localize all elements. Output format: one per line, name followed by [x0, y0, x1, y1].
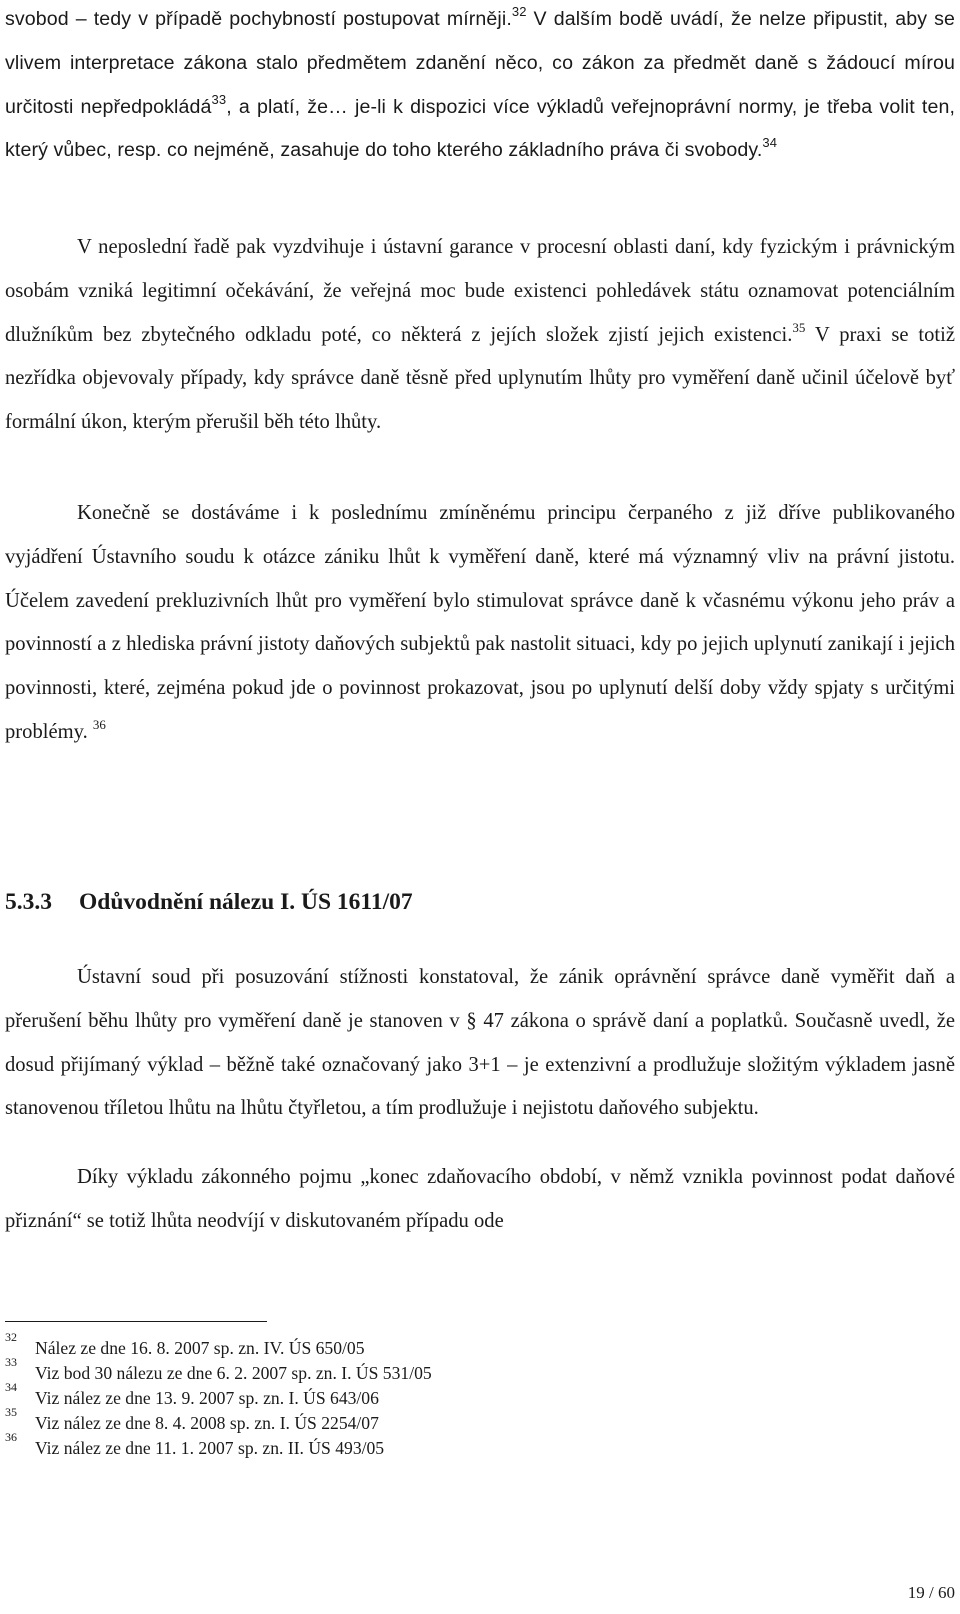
paragraph-4-text-a: Ústavní soud při posuzování stížnosti konstatoval, že zánik oprávnění správce daně vyměřit daň a přerušení běhu lhůty pro vyměření daně je stanoven v § 47 zákona o správě daní a poplatků. Současně uvedl, že dosud přijímaný výklad – běžně také označovaný jako 3+1 – je extenzivní a prodlužuje složitým výkladem jasně stanovenou tříletou lhůtu na lhůtu čtyřletou, a tím prodlužuje i nejistotu daňového subjektu.: [5, 966, 955, 1120]
footnote-mark: 36: [5, 1430, 17, 1444]
section-number: 5.3.3: [5, 889, 52, 915]
paragraph-1: [5, 0, 955, 173]
footnote-item: [5, 1380, 432, 1411]
footnote-ref-32[interactable]: 32: [511, 4, 527, 19]
paragraph-3: [5, 492, 955, 755]
footnote-text: Viz bod 30 nálezu ze dne 6. 2. 2007 sp. zn. I. ÚS 531/05: [35, 1363, 432, 1383]
footnote-text: Viz nález ze dne 11. 1. 2007 sp. zn. II. ÚS 493/05: [35, 1438, 385, 1458]
footnote-ref-33[interactable]: 33: [211, 91, 227, 107]
paragraph-1-text-b: V dalším bodě uvádí, že nelze připustit, aby se vlivem interpretace zákona stalo předmětem zdanění něco, co zákon za předmět daně s žádoucí mírou určitosti nepředpokládá: [5, 8, 955, 118]
paragraph-1-text-c: , a platí, že… je-li k dispozici více výkladů veřejnoprávní normy, je třeba volit ten, který vůbec, resp. co nejméně, zasahuje do toho kterého základního práva či svobody.: [5, 95, 955, 162]
page-number: 19 / 60: [907, 1583, 955, 1602]
footnote-text: Nález ze dne 16. 8. 2007 sp. zn. IV. ÚS 650/05: [35, 1338, 365, 1358]
footnote-mark: 32: [5, 1330, 17, 1344]
footnote-ref-34[interactable]: 34: [762, 135, 778, 151]
footnote-list: [5, 1330, 432, 1461]
footnote-mark: 35: [5, 1405, 17, 1419]
footnote-text: Viz nález ze dne 8. 4. 2008 sp. zn. I. ÚS 2254/07: [35, 1413, 379, 1433]
footnote-item: [5, 1405, 432, 1436]
paragraph-2-text-a: V neposlední řadě pak vyzdvihuje i ústavní garance v procesní oblasti daní, kdy fyzickým i právnickým osobám vzniká legitimní očekávání, že veřejná moc bude existenci pohledávek státu oznamovat potenciálním dlužníkům bez zbytečného odkladu poté, co některá z jejích složek zjistí jejich existenci.: [5, 236, 955, 346]
document-page: [5, 0, 955, 1614]
footnote-mark: 33: [5, 1355, 17, 1369]
footnote-item: [5, 1330, 432, 1361]
footnote-ref-35[interactable]: 35: [792, 319, 806, 335]
paragraph-2: [5, 226, 955, 445]
footnote-text: Viz nález ze dne 13. 9. 2007 sp. zn. I. ÚS 643/06: [35, 1388, 379, 1408]
paragraph-3-text-a: Konečně se dostáváme i k poslednímu zmíněnému principu čerpaného z již dříve publikovaného vyjádření Ústavního soudu k otázce zániku lhůt k vyměření daně, které má významný vliv na právní jistotu. Účelem zavedení prekluzivních lhůt pro vyměření bylo stimulovat správce daně k včasnému výkonu jeho práv a povinností a z hlediska právní jistoty daňových subjektů pak nastolit situaci, kdy po jejich uplynutí zanikají i jejich povinnosti, které, zejména pokud jde o povinnost prokazovat, jsou po uplynutí delší doby vždy spjaty s určitými problémy.: [5, 502, 955, 743]
footnote-divider: [5, 1321, 267, 1322]
footnote-mark: 34: [5, 1380, 17, 1394]
footnote-item: [5, 1355, 432, 1386]
footnote-ref-36[interactable]: 36: [92, 716, 106, 732]
paragraph-4: [5, 956, 955, 1131]
paragraph-5: [5, 1156, 955, 1244]
section-title: Odůvodnění nálezu I. ÚS 1611/07: [79, 889, 413, 915]
paragraph-1-text-a: svobod – tedy v případě pochybností postupovat mírněji.: [5, 8, 512, 30]
paragraph-2-text-b: V praxi se totiž nezřídka objevovaly případy, kdy správce daně těsně před uplynutím lhůty pro vyměření daně učinil účelově byť formální úkon, kterým přerušil běh této lhůty.: [5, 323, 955, 434]
footnote-item: [5, 1430, 432, 1461]
section-heading: [5, 882, 413, 922]
paragraph-5-text-a: Díky výkladu zákonného pojmu „konec zdaňovacího období, v němž vznikla povinnost podat daňové přiznání“ se totiž lhůta neodvíjí v diskutovaném případu ode: [5, 1166, 955, 1232]
